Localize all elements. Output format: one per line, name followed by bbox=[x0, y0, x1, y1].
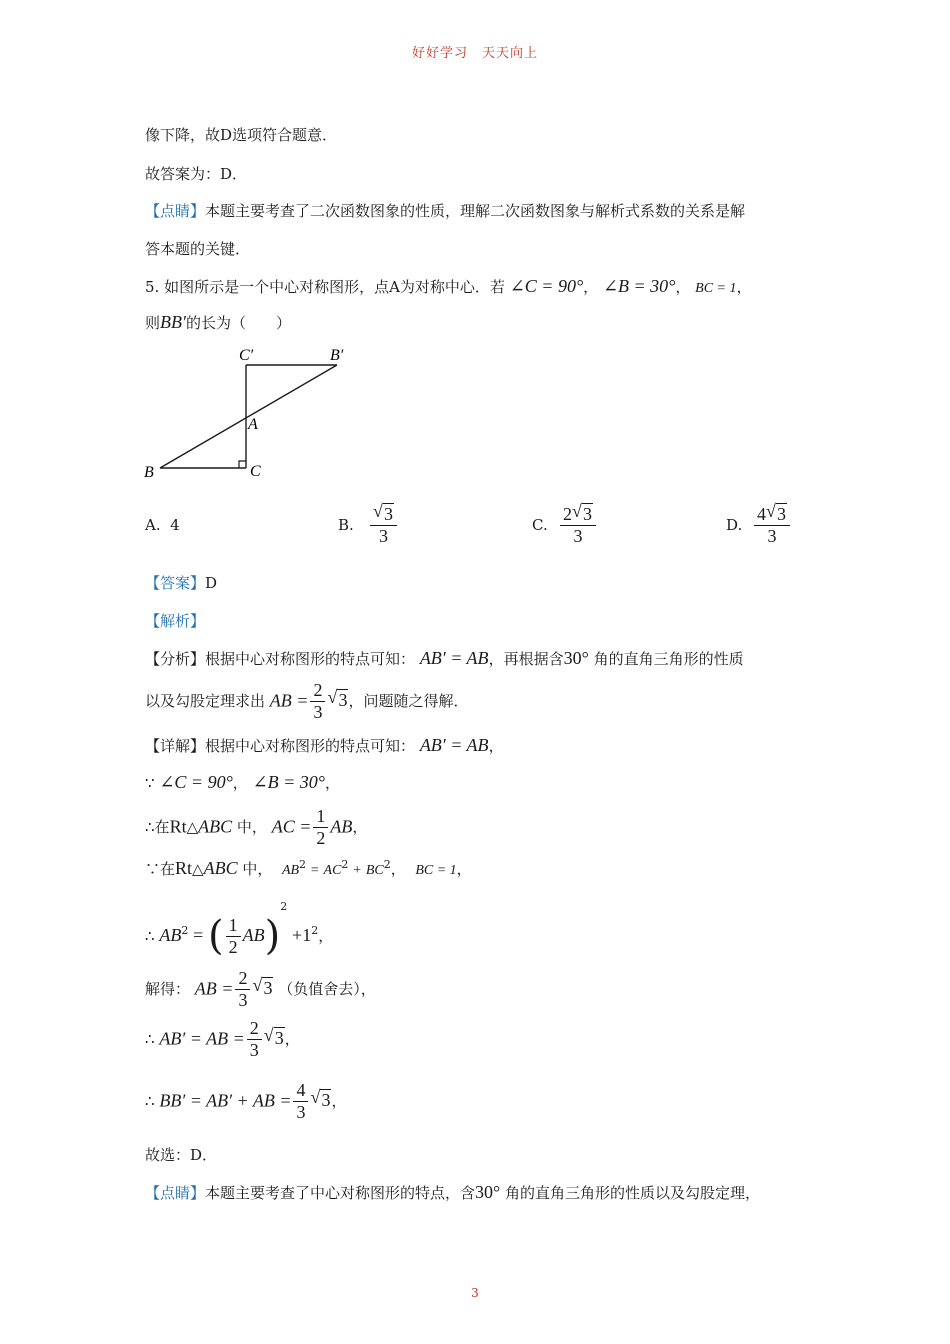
label-c: C bbox=[250, 463, 261, 480]
bc: BC bbox=[365, 863, 384, 878]
one: 1 bbox=[302, 925, 312, 946]
text: （负值舍去）， bbox=[278, 980, 376, 999]
triangle-name: ABC bbox=[198, 816, 233, 837]
equals: = bbox=[193, 925, 204, 946]
bc-length: BC = 1 bbox=[695, 281, 737, 296]
label-a: A bbox=[248, 416, 258, 433]
text-line bbox=[145, 202, 745, 220]
option-label: C. bbox=[532, 516, 548, 534]
angle-c: ∠C = 90° bbox=[509, 276, 584, 296]
equation: BB′ = AB′ + AB = bbox=[159, 1090, 292, 1111]
left-paren: ( bbox=[208, 913, 224, 959]
label-b-prime: B′ bbox=[330, 347, 344, 364]
because-symbol: ∵ bbox=[145, 860, 161, 878]
triangle-symbol: △ bbox=[186, 818, 199, 837]
detail-line5: ∴ $AB^2$ = ( $\frac{1}{2}$ $AB)^2 +1^2$， bbox=[145, 900, 334, 959]
therefore-symbol: ∴ bbox=[145, 1092, 155, 1111]
ac: AC bbox=[323, 863, 342, 878]
detail-tag: 【详解】 bbox=[145, 737, 206, 755]
option-value: 4 bbox=[170, 516, 180, 534]
analysis-header bbox=[145, 612, 205, 630]
because-symbol: ∵ bbox=[145, 774, 155, 792]
fraction: $\frac{2}{3}$ bbox=[235, 968, 250, 1010]
text-line: 答本题的关键． bbox=[145, 240, 251, 258]
text: 解得： bbox=[145, 980, 191, 999]
sep: ， bbox=[284, 1030, 300, 1049]
sqrt: √ 3 bbox=[263, 1025, 284, 1049]
option-label: D. bbox=[726, 516, 743, 534]
detail-line4: ∵在Rt△ABC 中， $AB^2 = AC^2 + BC^2$， BC = 1， bbox=[145, 858, 472, 878]
therefore-symbol: ∴ bbox=[145, 818, 155, 837]
text-line: 故答案为：D． bbox=[145, 165, 248, 183]
sep: ， bbox=[390, 860, 406, 878]
therefore-symbol: ∴ bbox=[145, 927, 155, 945]
degree: 30° bbox=[475, 1182, 501, 1202]
question-5 bbox=[145, 276, 752, 298]
equation: ∠C = 90° bbox=[159, 772, 233, 792]
sep: ， bbox=[736, 278, 752, 296]
fraction: $\frac{2}{3}$ bbox=[247, 1018, 262, 1060]
detail-line7 bbox=[145, 1018, 300, 1060]
triangle-symbol: △ bbox=[192, 860, 204, 878]
bc-value: BC = 1 bbox=[415, 863, 457, 878]
sep: ， bbox=[675, 278, 691, 296]
option-label: A. bbox=[145, 516, 161, 534]
fraction: $\frac{4}{3}$ bbox=[293, 1080, 308, 1122]
equation: AB = bbox=[194, 978, 234, 999]
sqrt: √ 3 bbox=[327, 687, 348, 711]
answer-line bbox=[145, 574, 217, 592]
text: 本题主要考查了中心对称图形的特点，含 bbox=[205, 1184, 476, 1202]
sep: ， bbox=[488, 737, 504, 755]
sqrt: √ 3 bbox=[252, 975, 273, 999]
detail-line6 bbox=[145, 968, 376, 1010]
note-tag: 【点睛】 bbox=[145, 1184, 206, 1202]
triangle-name: ABC bbox=[203, 858, 238, 878]
rt: Rt bbox=[175, 858, 193, 878]
text: 在 bbox=[154, 818, 170, 837]
option-d[interactable] bbox=[726, 516, 742, 534]
bb-prime: BB′ bbox=[160, 312, 186, 332]
final-note bbox=[145, 1182, 760, 1204]
rt: Rt bbox=[169, 816, 187, 837]
sep: ， bbox=[318, 927, 334, 945]
option-a[interactable] bbox=[145, 516, 180, 534]
text: 根据中心对称图形的特点可知： bbox=[205, 650, 416, 668]
equation: AB′ = AB bbox=[419, 648, 489, 668]
note-tag: 【点睛】 bbox=[145, 202, 206, 220]
equation: AB = bbox=[269, 690, 309, 711]
plus: + bbox=[353, 863, 362, 878]
equation: AB′ = AB = bbox=[159, 1028, 245, 1049]
option-c-value bbox=[558, 501, 598, 546]
sep: ， bbox=[232, 774, 248, 792]
option-b[interactable] bbox=[338, 516, 363, 534]
option-b-value bbox=[368, 501, 399, 546]
option-c[interactable] bbox=[532, 516, 548, 534]
equation: ∠B = 30° bbox=[252, 772, 325, 792]
fraction: $\frac{1}{2}$ bbox=[313, 806, 328, 848]
analysis-sub-tag: 【分析】 bbox=[145, 650, 206, 668]
analysis-tag: 【解析】 bbox=[145, 612, 206, 630]
text: 角的直角三角形的性质以及勾股定理， bbox=[505, 1184, 761, 1202]
symmetric-figure bbox=[140, 340, 370, 485]
page-number: 3 bbox=[471, 1286, 479, 1300]
label-b: B bbox=[144, 464, 154, 481]
text: ，问题随之得解． bbox=[348, 692, 469, 711]
ab: AB bbox=[281, 863, 300, 878]
answer-tag: 【答案】 bbox=[145, 574, 206, 592]
detail-line8 bbox=[145, 1080, 346, 1122]
plus: + bbox=[292, 925, 303, 946]
fraction: √ 3 3 bbox=[370, 504, 397, 546]
equation: AC = bbox=[271, 816, 312, 837]
answer-value: D bbox=[205, 574, 218, 592]
right-angle-mark bbox=[239, 461, 246, 468]
analysis-line1 bbox=[145, 648, 744, 670]
text: 以及勾股定理求出 bbox=[145, 692, 266, 711]
equation: AB′ = AB bbox=[419, 735, 489, 755]
option-label: B. bbox=[338, 516, 354, 534]
text: 则 bbox=[145, 314, 161, 332]
text: 根据中心对称图形的特点可知： bbox=[205, 737, 416, 755]
text: 角的直角三角形的性质 bbox=[593, 650, 744, 668]
fraction: 2 √ 3 3 bbox=[560, 504, 596, 546]
detail-line2 bbox=[145, 772, 340, 794]
text: 的长为（ ） bbox=[185, 314, 291, 332]
ab: AB bbox=[242, 925, 265, 946]
sep: ， bbox=[456, 860, 472, 878]
angle-b: ∠B = 30° bbox=[602, 276, 676, 296]
sqrt: √ 3 bbox=[310, 1087, 331, 1111]
sep: ， bbox=[324, 774, 340, 792]
analysis-line2 bbox=[145, 680, 468, 722]
detail-line1 bbox=[145, 735, 504, 757]
degree: 30° bbox=[563, 648, 589, 668]
ab: AB bbox=[330, 816, 353, 837]
text: 中， bbox=[242, 860, 273, 878]
fraction: 4 √ 3 3 bbox=[754, 504, 790, 546]
text: 在 bbox=[160, 860, 176, 878]
detail-line3 bbox=[145, 806, 367, 848]
page-header: 好好学习 天天向上 bbox=[411, 46, 538, 61]
option-d-value bbox=[752, 501, 792, 546]
right-paren: ) bbox=[264, 913, 281, 959]
sep: ， bbox=[331, 1092, 347, 1111]
question-text: 5. 如图所示是一个中心对称图形，点A为对称中心．若 bbox=[145, 278, 505, 296]
fraction: $\frac{1}{2}$ bbox=[226, 915, 241, 957]
question-5-line2 bbox=[145, 312, 291, 334]
therefore-symbol: ∴ bbox=[145, 1030, 155, 1049]
sep: ， bbox=[352, 818, 368, 837]
label-c-prime: C′ bbox=[239, 347, 254, 364]
text-line: 像下降，故D选项符合题意． bbox=[145, 126, 338, 144]
fraction: $\frac{2}{3}$ bbox=[310, 680, 325, 722]
sep: ， bbox=[583, 278, 599, 296]
text: ，再根据含 bbox=[488, 650, 564, 668]
ab: AB bbox=[159, 925, 182, 946]
equals: = bbox=[310, 863, 319, 878]
detail-line9: 故选：D． bbox=[145, 1146, 218, 1164]
note-text: 本题主要考查了二次函数图象的性质，理解二次函数图象与解析式系数的关系是解 bbox=[205, 202, 746, 220]
text: 中， bbox=[236, 818, 267, 837]
